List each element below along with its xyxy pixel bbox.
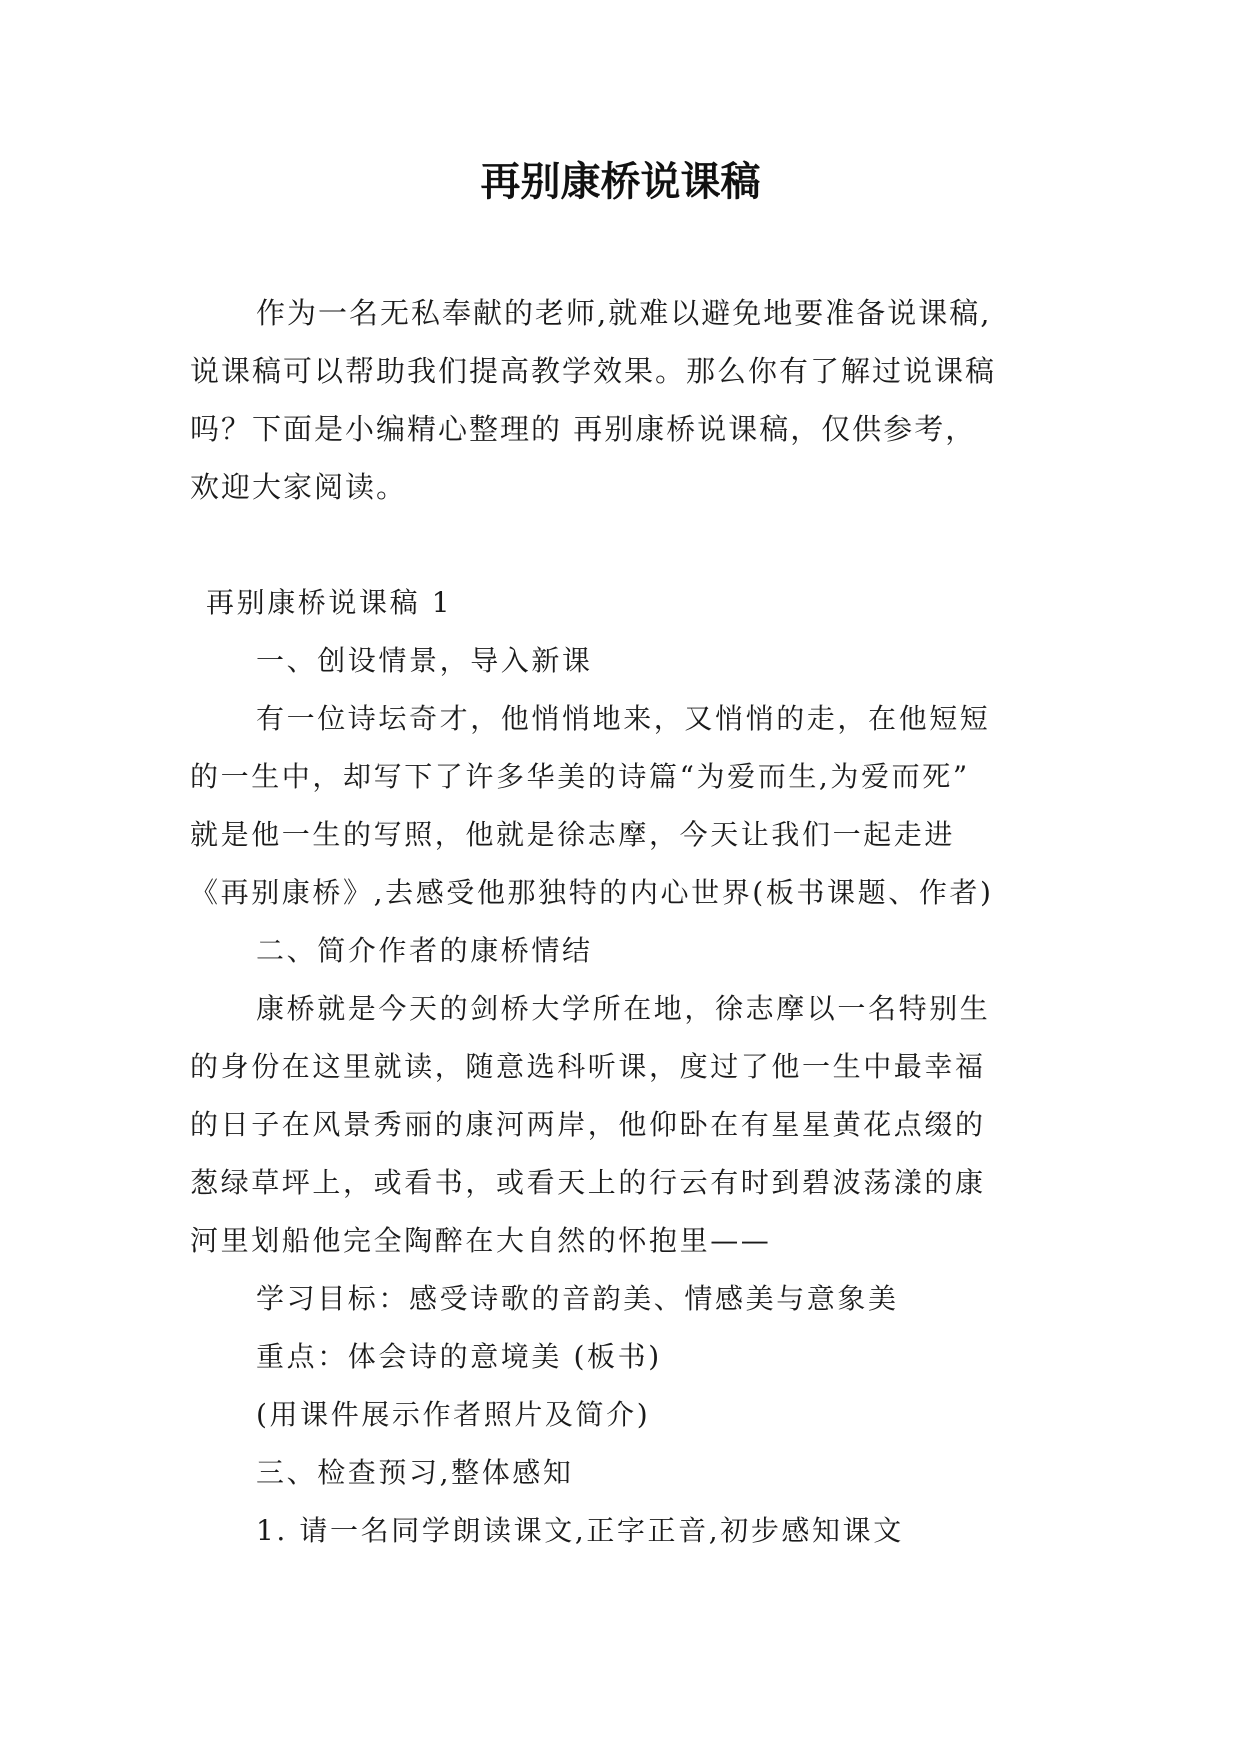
heading-2: 二、简介作者的康桥情结	[256, 934, 593, 967]
body-line: 葱绿草坪上，或看书，或看天上的行云有时到碧波荡漾的康	[190, 1166, 986, 1199]
intro-line: 欢迎大家阅读。	[190, 470, 408, 504]
heading-3: 三、检查预习,整体感知	[256, 1456, 574, 1489]
intro-line: 作为一名无私奉献的老师,就难以避免地要准备说课稿,	[256, 296, 992, 330]
body-line: 有一位诗坛奇才，他悄悄地来，又悄悄的走，在他短短	[256, 702, 991, 735]
intro-line: 说课稿可以帮助我们提高教学效果。那么你有了解过说课稿	[190, 354, 997, 388]
body-line: 的身份在这里就读，随意选科听课，度过了他一生中最幸福	[190, 1050, 986, 1083]
document-body	[190, 284, 1050, 1560]
intro-paragraph	[190, 284, 1050, 516]
intro-line: 吗？下面是小编精心整理的 再别康桥说课稿，仅供参考，	[190, 412, 977, 446]
key-point: 重点：体会诗的意境美 (板书)	[256, 1340, 662, 1373]
heading-1: 一、创设情景，导入新课	[256, 644, 593, 677]
body-line: 《再别康桥》,去感受他那独特的内心世界(板书课题、作者)	[190, 876, 994, 909]
spacer	[190, 516, 1050, 574]
body-line: 康桥就是今天的剑桥大学所在地，徐志摩以一名特别生	[256, 992, 991, 1025]
body-line: 就是他一生的写照，他就是徐志摩，今天让我们一起走进	[190, 818, 956, 851]
body-line: 的一生中，却写下了许多华美的诗篇“为爱而生,为爱而死”	[190, 760, 970, 793]
section-title: 再别康桥说课稿 1	[206, 586, 453, 619]
body-line: 河里划船他完全陶醉在大自然的怀抱里——	[190, 1224, 772, 1257]
page-title: 再别康桥说课稿	[480, 158, 761, 205]
learning-objective: 学习目标：感受诗歌的音韵美、情感美与意象美	[256, 1282, 899, 1315]
numbered-item-1: 1. 请一名同学朗读课文,正字正音,初步感知课文	[256, 1514, 904, 1547]
body-line: 的日子在风景秀丽的康河两岸，他仰卧在有星星黄花点缀的	[190, 1108, 986, 1141]
courseware-note: (用课件展示作者照片及简介)	[256, 1398, 651, 1431]
